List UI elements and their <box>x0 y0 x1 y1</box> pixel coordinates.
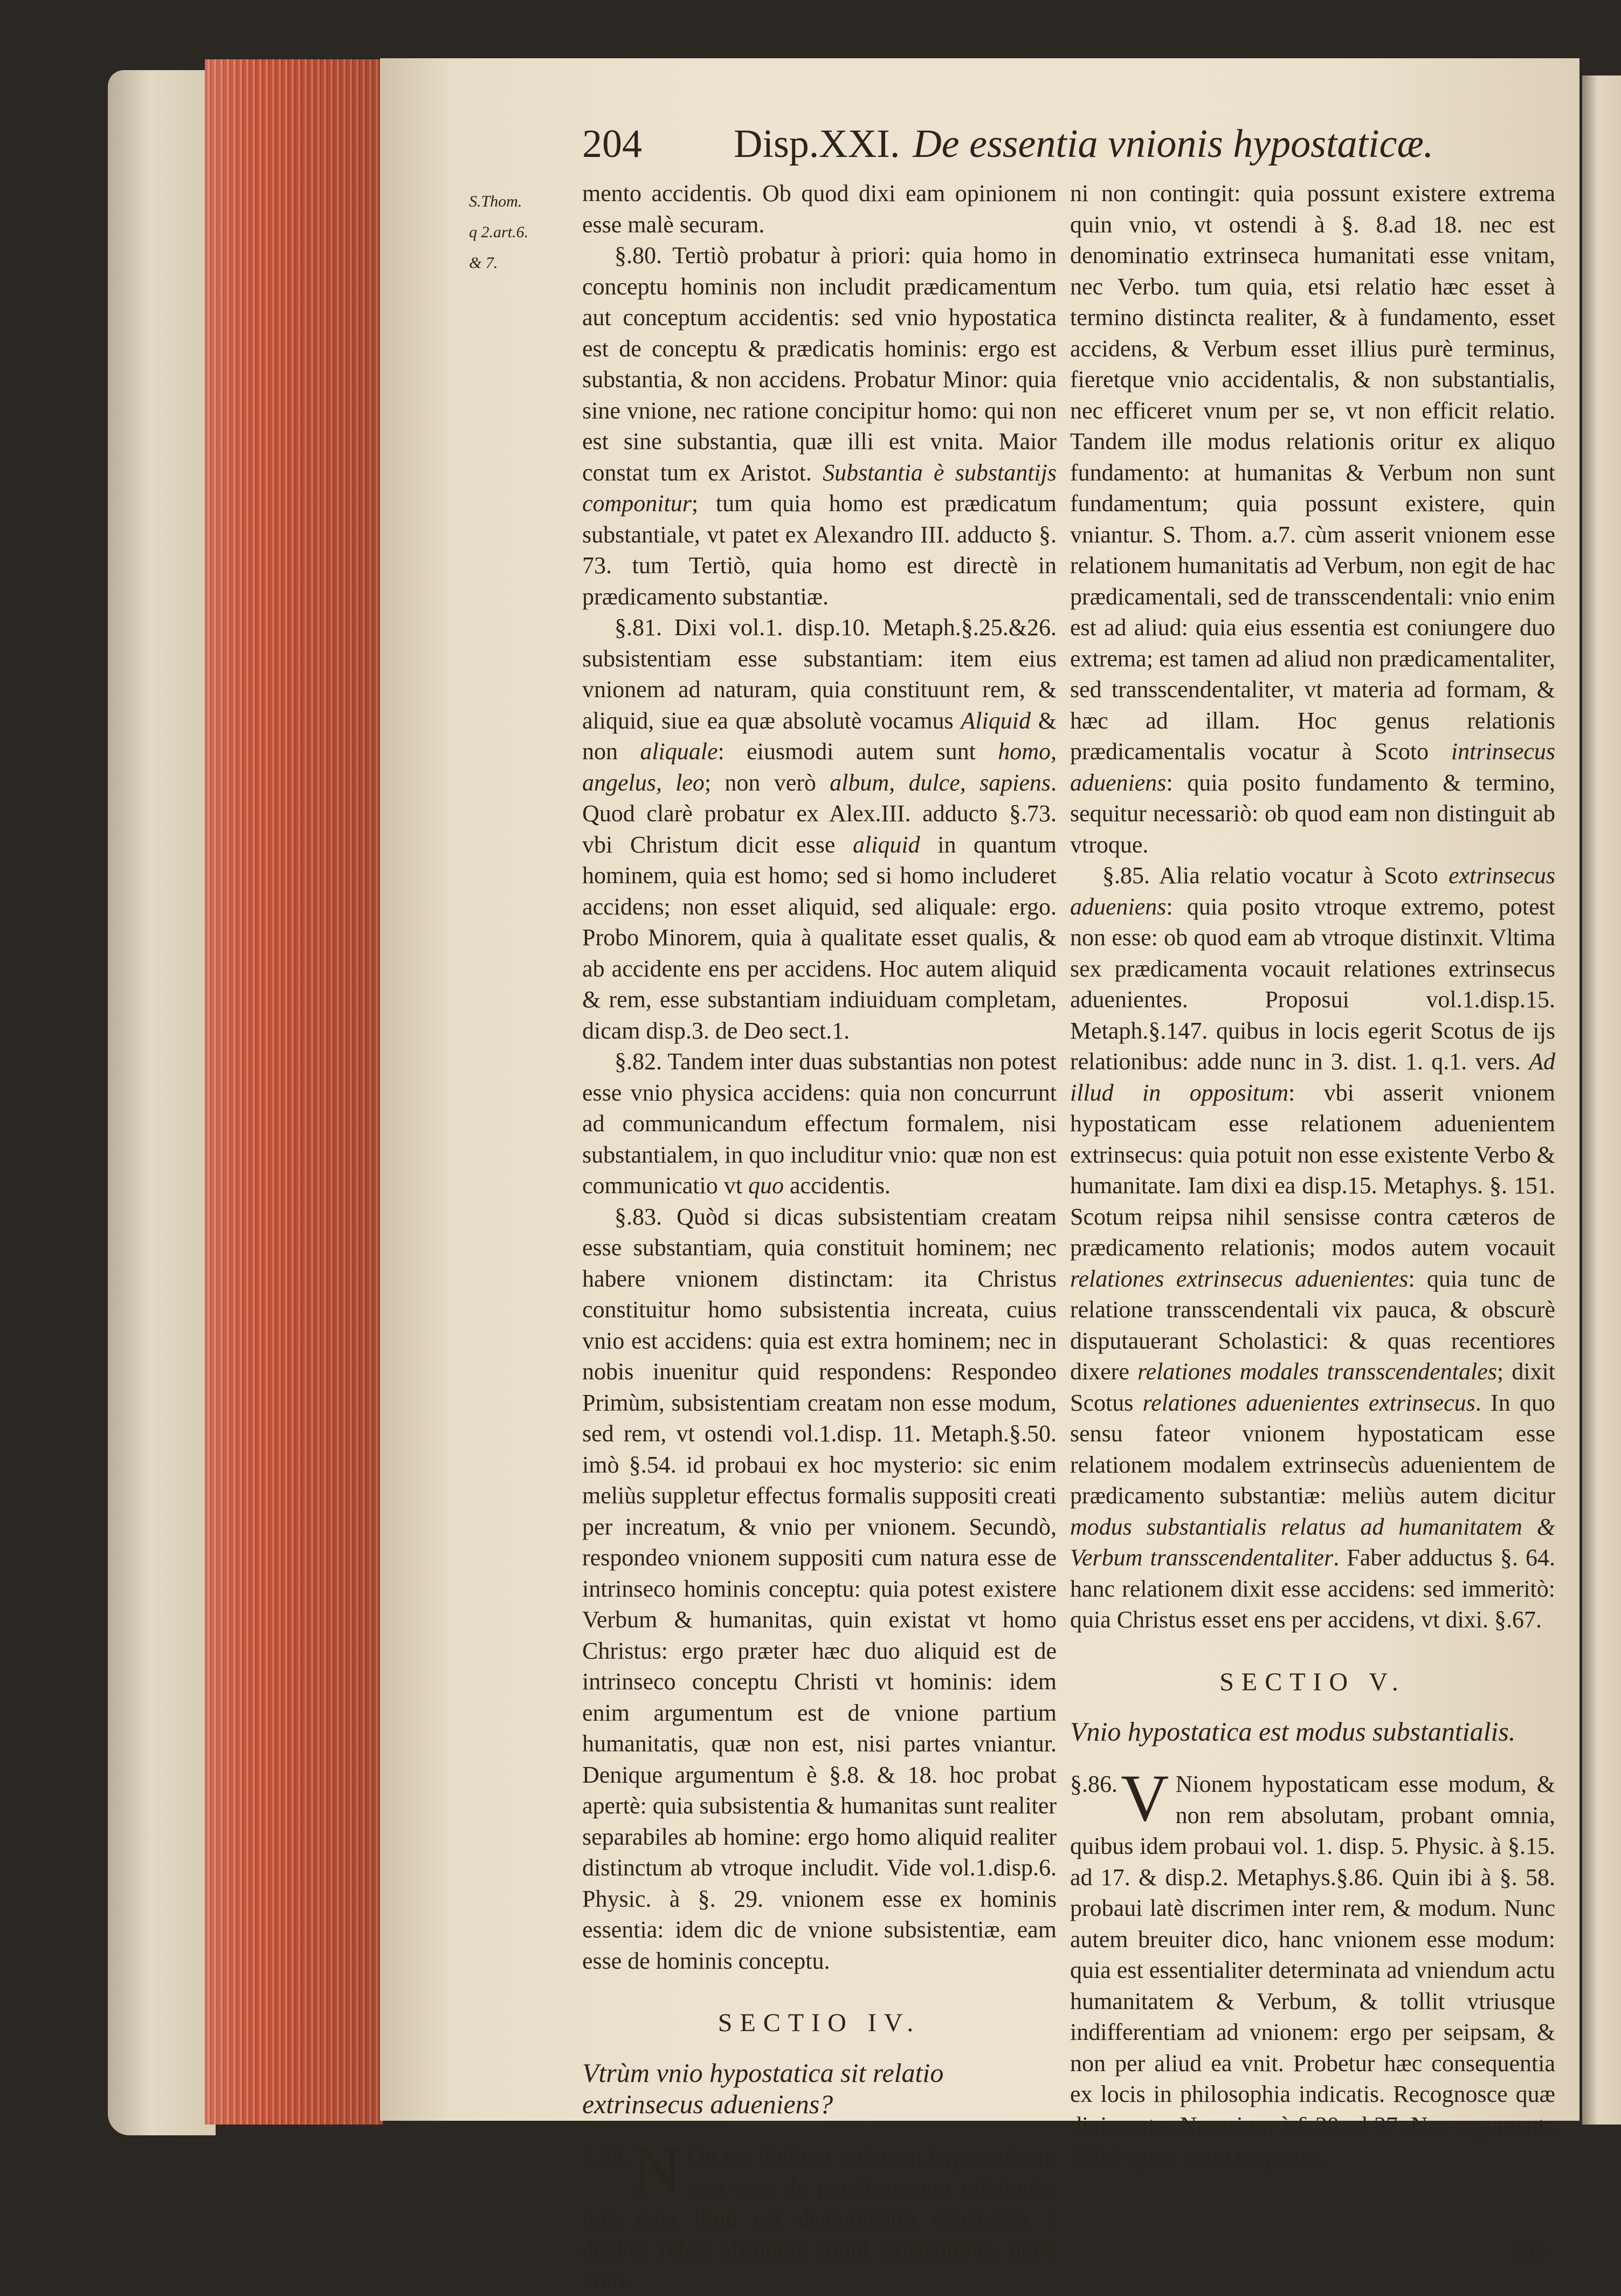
paragraph-83: §.83. Quòd si dicas subsistentiam creatam esse substantiam, quia constituit hominem; nec habere vnionem distinctam: ita Christus constituitur homo subsistentia increata, cuius vnio est accidens: quia est extra hominem; nec in nobis inuenitur quid respondens: Respondeo Primùm, subsistentiam creatam non esse modum, sed rem, vt ostendi vol.1.disp. 11. Metaph.§.50. imò §.54. id probaui ex hoc mysterio: sic enim meliùs suppletur effectus formalis suppositi creati per increatum, & vnio per vnionem. Secundò, respondeo vnionem suppositi cum natura esse de intrinseco hominis conceptu: quia potest existere Verbum & humanitas, quin existat vt homo Christus: ergo præter hæc duo aliquid est de intrinseco conceptu Christi vt hominis: idem enim argumentum est de vnione partium humanitatis, quæ non est, nisi partes vniantur. Denique argumentum è §.8. & 18. hoc probat apertè: quia subsistentia & humanitas sunt realiter separabiles ab homine: ergo homo aliquid realiter distinctum ab vtroque includit. Vide vol.1.disp.6. Physic. à §. 29. vnionem esse ex hominis essentia: idem dic de vnione subsistentiæ, eam esse de hominis conceptu. <box>582 1201 1057 1977</box>
facing-page-edge <box>1582 75 1621 2125</box>
paragraph-85: §.85. Alia relatio vocatur à Scoto extrinsecus adueniens: quia posito vtroque extremo, potest non esse: ob quod eam ab vtroque distinxit. Vltima sex prædicamenta vocauit relationes extrinsecus aduenientes. Proposui vol.1.disp.15. Metaph.§.147. quibus in locis egerit Scotus de ijs relationibus: adde nunc in 3. dist. 1. q.1. vers. Ad illud in oppositum: vbi asserit vnionem hypostaticam esse relationem aduenientem extrinsecus: quia potuit non esse existente Verbo & humanitate. Iam dixi ea disp.15. Metaphys. §. 151. Scotum reipsa nihil sensisse contra cæteros de prædicamento relationis; modos autem vocauit relationes extrinsecus aduenientes: quia tunc de relatione transscendentali vix pauca, & obscurè disputauerant Scholastici: & quas recentiores dixere relationes modales transscendentales; dixit Scotus relationes aduenientes extrinsecus. In quo sensu fateor vnionem hypostaticam esse relationem modalem extrinsecùs aduenientem de prædicamento substantiæ: meliùs autem dicitur modus substantialis relatus ad humanitatem & Verbum transscendentaliter. Faber adductus §. 64. hanc relationem dixit esse accidens: sed immeritò: quia Christus esset ens per accidens, vt dixi. §.67. <box>1070 860 1555 1635</box>
margin-note <box>469 186 571 278</box>
margin-note-line: & 7. <box>469 248 571 278</box>
catchword: SE- <box>1070 2237 1555 2268</box>
section-heading: SECTIO IV. <box>582 2008 1057 2039</box>
section-title: Vtrùm vnio hypostatica sit relatio extrinsecus adueniens? <box>582 2057 1057 2120</box>
running-header <box>582 121 1579 170</box>
paragraph-81: §.81. Dixi vol.1. disp.10. Metaph.§.25.&26. subsistentiam esse substantiam: item eius vnionem ad naturam, quia constituunt rem, & aliquid, siue ea quæ absolutè vocamus Aliquid & non aliquale: eiusmodi autem sunt homo, angelus, leo; non verò album, dulce, sapiens. Quod clarè probatur ex Alex.III. adducto §.73. vbi Christum dicit esse aliquid in quantum hominem, quia est homo; sed si homo includeret accidens; non esset aliquid, sed aliquale: ergo. Probo Minorem, quia à qualitate esset qualis, & ab accidente ens per accidens. Hoc autem aliquid & rem, esse substantiam indiuiduam completam, dicam disp.3. de Deo sect.1. <box>582 612 1057 1046</box>
drop-cap-group <box>1070 1769 1169 1831</box>
book-cover-edge <box>108 70 216 2135</box>
paragraph-80: §.80. Tertiò probatur à priori: quia homo in conceptu hominis non includit prædicamentum aut conceptum accidentis: sed vnio hypostatica est de conceptu & prædicatis hominis: ergo est substantia, & non accidens. Probatur Minor: quia sine vnione, nec ratione concipitur homo: qui non est sine substantia, quæ illi est vnita. Maior constat tum ex Aristot. Substantia è substantijs componitur; tum quia homo est prædicatum substantiale, vt patet ex Alexandro III. adducto §. 73. tum Tertiò, quia homo est directè in prædicamento substantiæ. <box>582 240 1057 612</box>
left-column <box>582 178 1057 2296</box>
disputation-label: Disp.XXI. <box>734 121 900 167</box>
drop-cap-group <box>582 2141 681 2203</box>
paragraph-number: §.84. <box>582 2141 630 2173</box>
drop-cap: N <box>633 2141 681 2201</box>
paragraph-86: §.86. V Nionem hypostaticam esse modum, & non rem absolutam, probant omnia, quibus idem probaui vol. 1. disp. 5. Physic. à §.15. ad 17. & disp.2. Metaphys.§.86. Quin ibi à §. 58. probaui latè discrimen inter rem, & modum. Nunc autem breuiter dico, hanc vnionem esse modum: quia est essentialiter determinata ad vniendum actu humanitatem & Verbum, & tollit vtriusque indifferentiam ad vnionem: ergo per seipsam, & non per aliud ea vnit. Probetur hæc consequentia ex locis in philosophia indicatis. Recognosce quæ dixi contra Nazarium à §.30.ad 37. Nec argumenta Fabri egent nouo responso. <box>1070 1769 1555 2172</box>
section-heading: SECTIO V. <box>1070 1667 1555 1698</box>
right-column <box>1070 178 1555 2267</box>
paragraph-84: §.84. N On est dubium vnionem hypostaticam non esse de prædicamento relationis: tum quia illud est denominatio extrinseca à duabus rebus absolutis simul existentibus. quod vnio- <box>582 2141 1057 2296</box>
margin-note-line: q 2.art.6. <box>469 217 571 248</box>
paragraph: mento accidentis. Ob quod dixi eam opinionem esse malè securam. <box>582 178 1057 240</box>
page-number: 204 <box>582 121 642 167</box>
drop-cap: V <box>1121 1769 1169 1828</box>
margin-note-line: S.Thom. <box>469 186 571 217</box>
header-title: De essentia vnionis hypostaticæ. <box>913 121 1433 167</box>
paragraph-82: §.82. Tandem inter duas substantias non potest esse vnio physica accidens: quia non concurrunt ad communicandum effectum formalem, nisi substantialem, in quo includitur vnio: quæ non est communicatio vt quo accidentis. <box>582 1046 1057 1201</box>
section-title: Vnio hypostatica est modus substantialis. <box>1070 1716 1555 1747</box>
paragraph: ni non contingit: quia possunt existere extrema quin vnio, vt ostendi à §. 8.ad 18. nec est denominatio extrinseca humanitati esse vnitam, nec Verbo. tum quia, etsi relatio hæc esset à termino distincta realiter, & à fundamento, esset accidens, & Verbum esset illius purè terminus, fieretque vnio accidentalis, & non substantialis, nec efficeret vnum per se, vt non efficit relatio. Tandem ille modus relationis oritur ex aliquo fundamento: at humanitas & Verbum non sunt fundamentum; quia possunt existere, quin vniantur. S. Thom. a.7. cùm asserit vnionem esse relationem humanitatis ad Verbum, non egit de hac prædicamentali, sed de transscendentali: vnio enim est ad aliud: quia eius essentia est coniungere duo extrema; est tamen ad aliud non prædicamentaliter, sed transscendentaliter, vt materia ad formam, & hæc ad illam. Hoc genus relationis prædicamentalis vocatur à Scoto intrinsecus adueniens: quia posito fundamento & termino, sequitur necessariò: ob quod eam non distinguit ab vtroque. <box>1070 178 1555 860</box>
page-edges-red <box>205 59 383 2125</box>
paragraph-number: §.86. <box>1070 1769 1118 1800</box>
